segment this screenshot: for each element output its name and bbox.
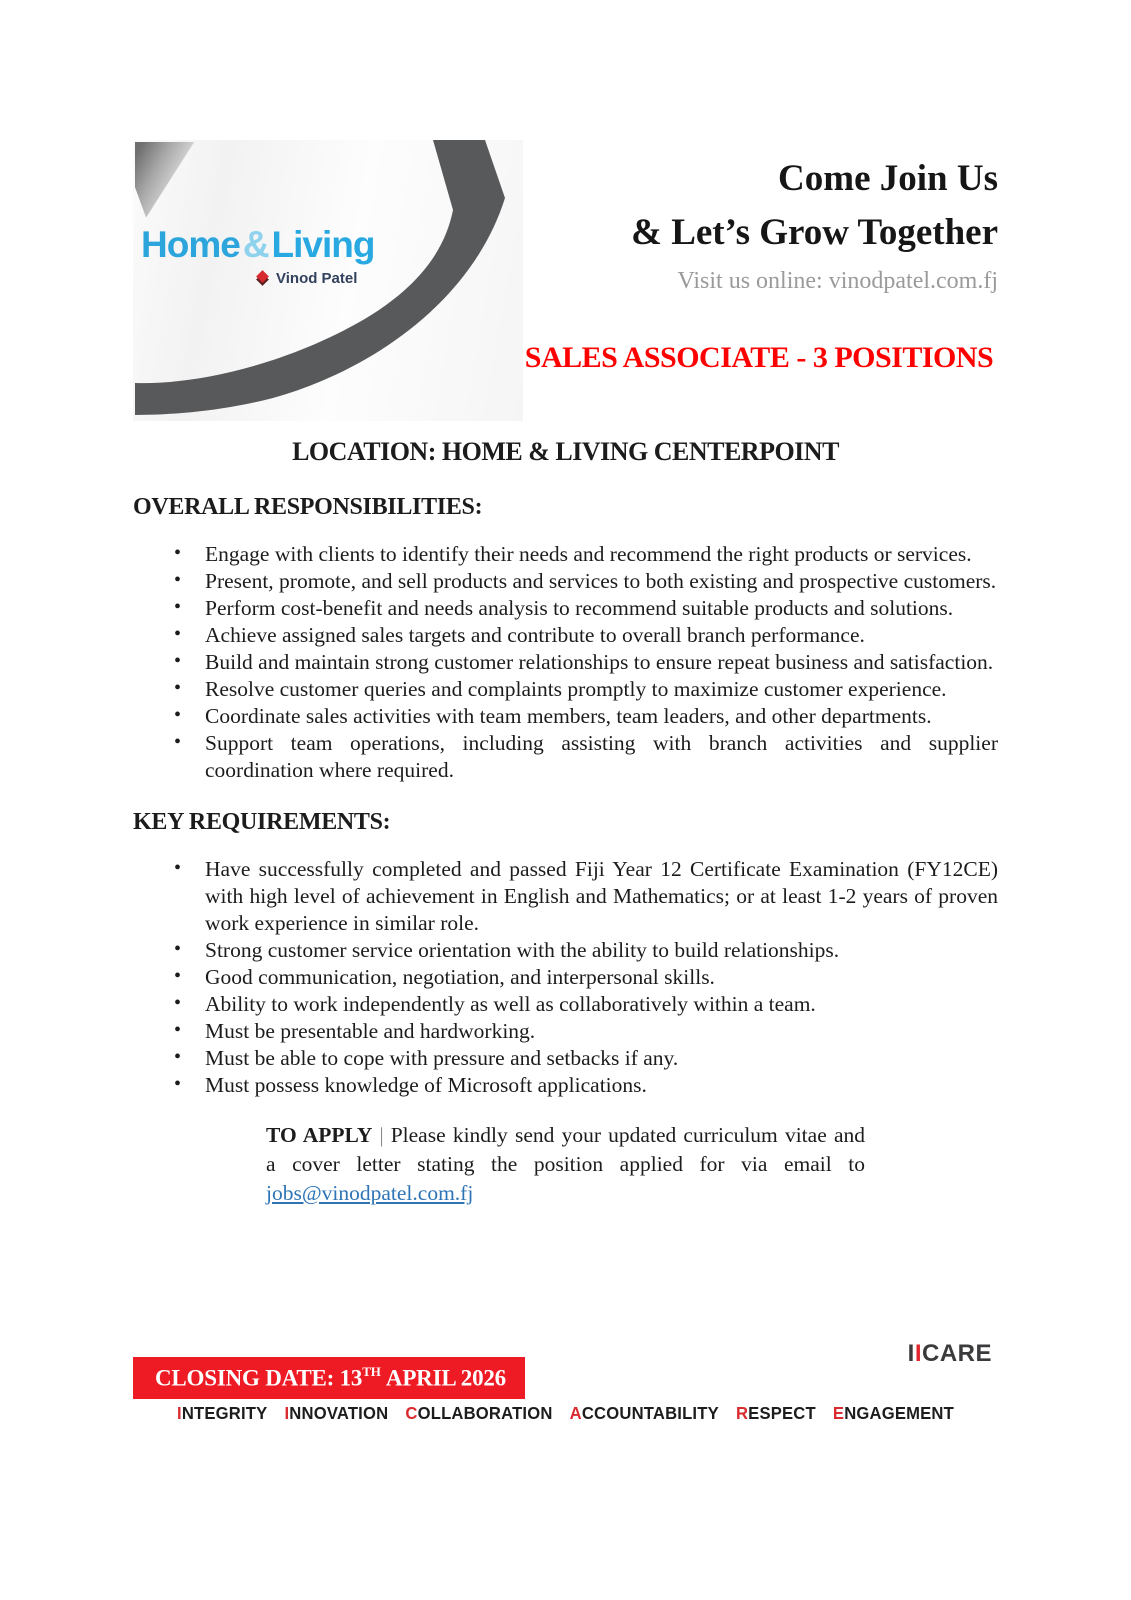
bullet-item — [174, 568, 998, 595]
bullet-text: Must be presentable and hardworking. — [205, 1018, 536, 1043]
brand-home-text: Home — [141, 224, 240, 265]
bullet-text: Support team operations, including assisting with branch activities and supplier coordination where required. — [205, 730, 998, 782]
vinod-patel-text: Vinod Patel — [276, 270, 358, 287]
bullet-icon: • — [174, 1072, 182, 1095]
bullet-item — [174, 856, 998, 937]
bullet-icon: • — [174, 1018, 182, 1041]
care-i2: I — [914, 1340, 922, 1367]
apply-email-link[interactable]: jobs@vinodpatel.com.fj — [266, 1180, 474, 1205]
iicare-logo — [908, 1340, 992, 1368]
care-i1: I — [907, 1340, 915, 1367]
vinod-patel-logo — [257, 270, 357, 287]
value-word: INNOVATION — [284, 1403, 389, 1423]
header-right — [520, 152, 998, 376]
bullet-text: Strong customer service orientation with the ability to build relationships. — [205, 937, 840, 962]
bullet-text: Ability to work independently as well as collaboratively within a team. — [205, 991, 816, 1016]
bullet-icon: • — [174, 595, 182, 618]
home-and-living-logo — [141, 224, 375, 266]
bullet-item — [174, 649, 998, 676]
bullet-icon: • — [174, 649, 182, 672]
closing-date-text: CLOSING DATE: 13TH APRIL 2026 — [155, 1363, 506, 1391]
closing-date-banner — [133, 1357, 525, 1399]
bullet-icon: • — [174, 730, 182, 753]
closing-date-sup: TH — [362, 1363, 381, 1379]
brand-ampersand: & — [242, 224, 269, 265]
requirements-heading: KEY REQUIREMENTS: — [133, 808, 391, 835]
apply-text: Please kindly send your updated curriculum vitae and a cover letter stating the position applied for via email to — [266, 1122, 865, 1176]
bullet-icon: • — [174, 703, 182, 726]
requirements-list — [133, 856, 998, 1099]
visit-online-text: Visit us online: vinodpatel.com.fj — [677, 268, 998, 294]
value-word: ENGAGEMENT — [832, 1403, 954, 1423]
company-values-line — [28, 1403, 1102, 1424]
brand-logo-graphic — [133, 140, 523, 421]
value-first-letter: I — [284, 1403, 290, 1423]
responsibilities-heading: OVERALL RESPONSIBILITIES: — [133, 494, 483, 520]
bullet-icon: • — [174, 856, 182, 879]
apply-separator: | — [379, 1122, 384, 1147]
bullet-item — [174, 1072, 998, 1099]
responsibilities-list — [133, 541, 998, 784]
tagline-line2: & Let’s Grow Together — [631, 212, 998, 253]
bullet-item — [174, 595, 998, 622]
value-first-letter: I — [177, 1403, 182, 1423]
value-first-letter: C — [405, 1403, 418, 1423]
bullet-text: Engage with clients to identify their needs and recommend the right products or services. — [205, 541, 972, 566]
main-content — [133, 493, 998, 1208]
care-rest: CARE — [921, 1340, 992, 1367]
brand-living-text: Living — [271, 224, 375, 265]
bullet-icon: • — [174, 676, 182, 699]
apply-label: TO APPLY — [266, 1122, 373, 1147]
bullet-item — [174, 1018, 998, 1045]
value-word: ACCOUNTABILITY — [569, 1403, 719, 1423]
value-word: COLLABORATION — [405, 1403, 553, 1423]
value-first-letter: E — [832, 1403, 845, 1423]
bullet-text: Resolve customer queries and complaints promptly to maximize customer experience. — [205, 676, 947, 701]
bullet-icon: • — [174, 568, 182, 591]
bullet-item — [174, 964, 998, 991]
value-word: RESPECT — [735, 1403, 816, 1423]
bullet-item — [174, 937, 998, 964]
bullet-text: Perform cost-benefit and needs analysis to recommend suitable products and solutions. — [205, 595, 954, 620]
bullet-icon: • — [174, 622, 182, 645]
value-word: INTEGRITY — [177, 1403, 268, 1423]
bullet-item — [174, 676, 998, 703]
bullet-item — [174, 622, 998, 649]
bullet-text: Build and maintain strong customer relationships to ensure repeat business and satisfaction. — [205, 649, 994, 674]
position-title: SALES ASSOCIATE - 3 POSITIONS — [524, 341, 994, 374]
bullet-text: Must be able to cope with pressure and setbacks if any. — [205, 1045, 679, 1070]
bullet-icon: • — [174, 991, 182, 1014]
bullet-icon: • — [174, 1045, 182, 1068]
bullet-text: Have successfully completed and passed Fiji Year 12 Certificate Examination (FY12CE) with high level of achievement in English and Mathematics; or at least 1-2 years of proven work experience in similar role. — [205, 856, 998, 935]
bullet-icon: • — [174, 937, 182, 960]
footer-row — [133, 1340, 998, 1399]
bullet-text: Present, promote, and sell products and services to both existing and prospective customers. — [205, 568, 997, 593]
bullet-text: Good communication, negotiation, and interpersonal skills. — [205, 964, 715, 989]
bullet-icon: • — [174, 964, 182, 987]
location-heading: LOCATION: HOME & LIVING CENTERPOINT — [292, 437, 839, 466]
value-first-letter: R — [735, 1403, 749, 1423]
header — [0, 0, 1131, 421]
bullet-item — [174, 703, 998, 730]
bullet-item — [174, 730, 998, 784]
value-first-letter: A — [569, 1403, 582, 1423]
bullet-text: Must possess knowledge of Microsoft applications. — [205, 1072, 647, 1097]
diamond-icon — [257, 272, 270, 285]
bullet-item — [174, 541, 998, 568]
tagline-line1: Come Join Us — [778, 158, 998, 199]
bullet-text: Achieve assigned sales targets and contribute to overall branch performance. — [205, 622, 865, 647]
bullet-item — [174, 991, 998, 1018]
bullet-icon: • — [174, 541, 182, 564]
bullet-item — [174, 1045, 998, 1072]
apply-paragraph — [266, 1121, 865, 1208]
bullet-text: Coordinate sales activities with team members, team leaders, and other departments. — [205, 703, 932, 728]
